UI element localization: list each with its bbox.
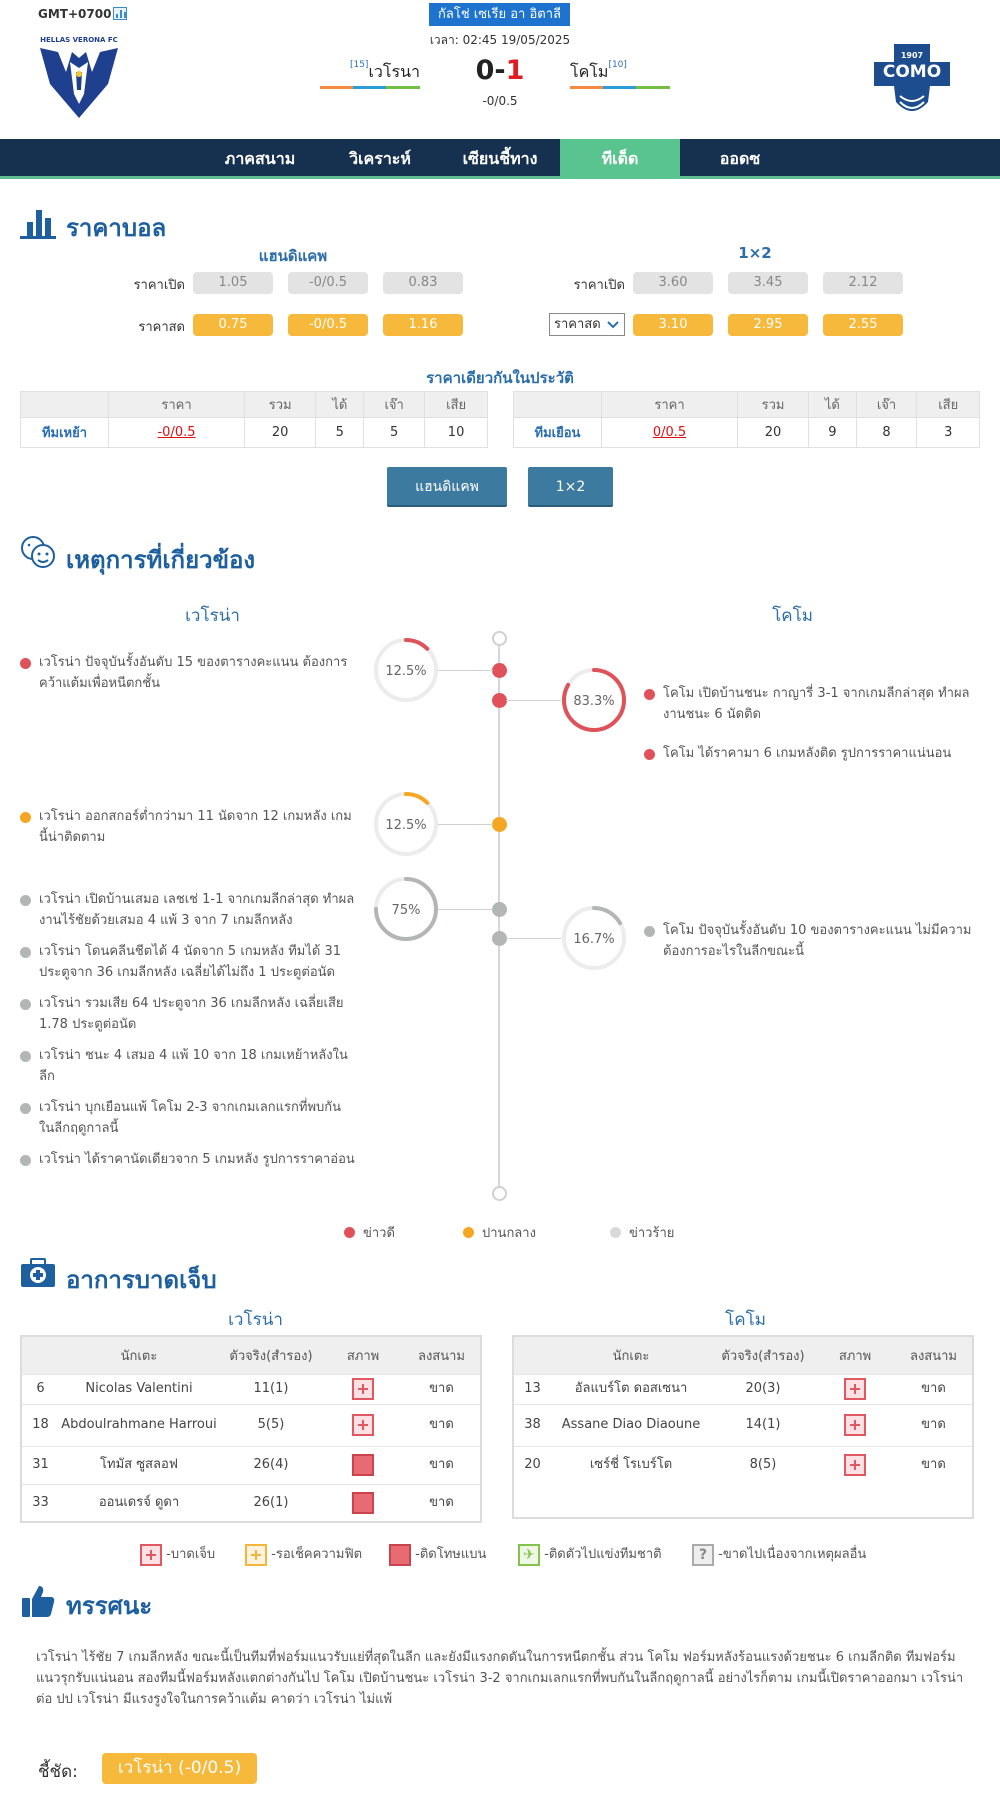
legend-national (518, 1543, 662, 1566)
ring-label: 16.7% (573, 932, 615, 947)
timeline-dot-away-good (492, 693, 507, 708)
injury-col-apps: ตัวจริง(สำรอง) (219, 1336, 323, 1374)
event-text: เวโรน่า ชนะ 4 เสมอ 4 แพ้ 10 จาก 18 เกมเหย้าหลังในลีก (39, 1048, 348, 1084)
injury-col-status: สภาพ (815, 1336, 895, 1374)
player-apps: 14(1) (711, 1404, 815, 1446)
event-text: เวโรน่า ปัจจุบันรั้งอันดับ 15 ของตารางคะแนน ต้องการคว้าแต้มเพื่อหนีตกชั้น (39, 655, 348, 691)
legend-bad-label: ข่าวร้าย (629, 1226, 675, 1241)
connector-line (506, 938, 561, 939)
legend-injured (140, 1543, 215, 1566)
injured-icon (844, 1414, 866, 1436)
player-play: ขาด (403, 1404, 481, 1446)
legend-national-label: -ติดตัวไปแข่งทีมชาติ (544, 1547, 662, 1562)
player-name[interactable]: โทมัส ซูสลอฟ (59, 1446, 219, 1484)
player-play: ขาด (403, 1446, 481, 1484)
handicap-button[interactable]: แฮนดิแคพ (387, 467, 507, 507)
away-injury-table (512, 1335, 974, 1484)
timeline-end (492, 1186, 507, 1201)
away-history-label: ทีมเยือน (514, 418, 602, 448)
verdict-section-title: ทรรศนะ (66, 1592, 153, 1620)
home-history-win: 5 (316, 418, 364, 448)
injuries-section-title: อาการบาดเจ็บ (66, 1266, 217, 1294)
x12-open-away: 2.12 (823, 272, 903, 294)
ring-home-neutral (373, 791, 439, 857)
bad-news-dot (20, 999, 31, 1010)
away-team[interactable] (570, 60, 670, 85)
home-rank: [15] (349, 60, 369, 70)
ring-home-good (373, 637, 439, 703)
event-text: โคโม ได้ราคามา 6 เกมหลังติด รูปการราคาแน่นอน (663, 746, 952, 761)
bad-news-dot (20, 947, 31, 958)
history-col-total: รวม (245, 392, 316, 418)
event-text: เวโรน่า โดนคลีนชีตได้ 4 นัดจาก 5 เกมหลัง ทีมได้ 31 ประตูจาก 36 เกมลีกหลัง เฉลี่ยได้ไม่ถึง 1 ประตูต่อนัด (39, 944, 342, 980)
history-col-empty (21, 392, 109, 418)
event-home-3 (20, 889, 355, 931)
event-text: โคโม ปัจจุบันรั้งอันดับ 10 ของตารางคะแนน ไม่มีความต้องการอะไรในลีกขณะนี้ (663, 923, 972, 959)
away-history-win: 9 (809, 418, 857, 448)
home-team-color-bar (320, 86, 420, 89)
home-history-lose: 10 (425, 418, 488, 448)
faces-icon (20, 535, 56, 569)
connector-line (438, 909, 493, 910)
handicap-title: แฮนดิแคพ (258, 247, 328, 265)
score-separator: - (494, 55, 506, 86)
event-home-4 (20, 941, 355, 983)
table-row (513, 1446, 973, 1484)
timeline-dot-home-neutral (492, 817, 507, 832)
main-nav (0, 139, 1000, 179)
neutral-news-dot (20, 812, 31, 823)
x12-open-draw: 3.45 (728, 272, 808, 294)
good-news-dot (344, 1227, 355, 1238)
table-row (21, 1484, 481, 1522)
league-badge[interactable]: กัลโช่ เซเรีย อา อิตาลี (429, 3, 570, 26)
injury-col-player: นักเตะ (551, 1336, 711, 1374)
event-text: เวโรน่า ได้ราคานัดเดียวจาก 5 เกมหลัง รูปการราคาอ่อน (39, 1152, 355, 1167)
timezone-label: GMT+0700 (38, 7, 112, 21)
away-team-name: โคโม (570, 62, 609, 81)
timeline-dot-home-bad (492, 902, 507, 917)
ring-away-bad (561, 905, 627, 971)
event-home-8 (20, 1149, 355, 1170)
hdp-live-label: ราคาสด (138, 320, 185, 335)
hdp-live-away[interactable]: 1.16 (383, 314, 463, 336)
legend-injured-label: -บาดเจ็บ (166, 1547, 216, 1562)
x12-open-home: 3.60 (633, 272, 713, 294)
injured-icon (352, 1414, 374, 1436)
timeline-line (498, 641, 500, 1193)
player-number: 31 (21, 1446, 59, 1484)
history-col-draw: เจ๊า (364, 392, 425, 418)
history-col-price: ราคา (109, 392, 245, 418)
history-col-price: ราคา (602, 392, 738, 418)
suspended-icon (389, 1544, 411, 1566)
player-apps: 26(4) (219, 1446, 323, 1484)
injured-icon (140, 1544, 162, 1566)
bar-chart-icon (113, 7, 127, 20)
suspended-icon (352, 1454, 374, 1476)
event-text: เวโรน่า ออกสกอร์ต่ำกว่ามา 11 นัดจาก 12 เกมหลัง เกมนี้น่าติดตาม (39, 809, 352, 845)
injured-icon (352, 1378, 374, 1400)
event-home-7 (20, 1097, 355, 1139)
legend-fitness (245, 1543, 362, 1566)
player-number: 38 (513, 1404, 551, 1446)
away-logo-text: COMO (882, 62, 942, 82)
history-col-empty (514, 392, 602, 418)
player-play: ขาด (895, 1374, 973, 1404)
connector-line (438, 670, 493, 671)
home-logo-text: HELLAS VERONA FC (40, 36, 118, 44)
good-news-dot (20, 658, 31, 669)
injured-icon (844, 1378, 866, 1400)
ring-label: 75% (391, 903, 421, 918)
hdp-live-line[interactable]: -0/0.5 (288, 314, 368, 336)
tip-badge[interactable]: เวโรน่า (-0/0.5) (102, 1753, 257, 1784)
verdict-text: เวโรน่า ไร้ชัย 7 เกมลีกหลัง ขณะนี้เป็นทีมที่ฟอร์มแนวรับแย่ที่สุดในลีก และยังมีแรงกดดันในการหนีตกชั้น ส่วน โคโม ฟอร์มหลังร้อนแรงด้วยชนะ 6 เกมลีกติด ทีมฟอร์มแนวรุกรับแน่นอน สองทีมนี้ฟอร์มหลังแตกต่างกันไป โคโม เปิดบ้านชนะ เวโรน่า 3-2 จากเกมเลกแรกที่พบกันในลีกฤดูกาลนี้ อย่างไรก็ตาม เกมนี้เปิดราคาออกมา เวโรน่า ต่อ ปป เวโรน่า มีแรงรูงใจในการคว้าแต้ม คาดว่า เวโรน่า ไม่แพ้ (36, 1650, 964, 1707)
home-history-price-link[interactable]: -0/0.5 (157, 425, 196, 440)
player-number: 18 (21, 1404, 59, 1446)
table-row (21, 418, 488, 448)
away-history-draw: 8 (856, 418, 917, 448)
bar-chart-icon (20, 206, 56, 240)
x12-live-draw[interactable]: 2.95 (728, 314, 808, 336)
player-number: 13 (513, 1374, 551, 1404)
timeline-start (492, 631, 507, 646)
event-away-1 (644, 683, 980, 725)
player-apps: 26(1) (219, 1484, 323, 1522)
injuries-home-name: เวโรน่า (228, 1310, 283, 1330)
tip-label: ชี้ชัด: (38, 1762, 78, 1782)
player-play: ขาด (895, 1446, 973, 1484)
legend-fitness-label: -รอเช็คความฟิต (271, 1547, 363, 1562)
home-injury-table (20, 1335, 482, 1523)
bad-news-dot (20, 1155, 31, 1166)
good-news-dot (644, 689, 655, 700)
away-history-table (513, 391, 980, 448)
legend-other-label: -ขาดไปเนื่องจากเหตุผลอื่น (718, 1547, 867, 1562)
player-apps: 8(5) (711, 1446, 815, 1484)
x12-button[interactable]: 1×2 (528, 467, 613, 507)
ring-label: 12.5% (385, 818, 427, 833)
legend-suspended-label: -ติดโทษแบน (415, 1547, 487, 1562)
bad-news-dot (610, 1227, 621, 1238)
player-play: ขาด (403, 1374, 481, 1404)
bad-news-dot (20, 895, 31, 906)
table-row (21, 1404, 481, 1446)
player-name[interactable]: เซร์ชี่ โรเบร์โต (551, 1446, 711, 1484)
events-section-title: เหตุการที่เกี่ยวข้อง (66, 546, 256, 574)
tab-analysis[interactable]: วิเคราะห์ (349, 149, 411, 168)
home-history-table (20, 391, 488, 448)
player-play: ขาด (895, 1404, 973, 1446)
table-row (21, 1374, 481, 1404)
event-text: เวโรน่า เปิดบ้านเสมอ เลชเช่ 1-1 จากเกมลีกล่าสุด ทำผลงานไร้ชัยด้วยเสมอ 4 แพ้ 3 จาก 7 เกมลีกหลัง (39, 892, 355, 928)
player-apps: 5(5) (219, 1404, 323, 1446)
player-number: 20 (513, 1446, 551, 1484)
away-history-lose: 3 (917, 418, 980, 448)
event-home-2 (20, 806, 355, 848)
history-col-draw: เจ๊า (856, 392, 917, 418)
player-number: 33 (21, 1484, 59, 1522)
away-history-total: 20 (738, 418, 809, 448)
timeline-dot-home-good (492, 663, 507, 678)
good-news-dot (644, 749, 655, 760)
scoreline (450, 55, 550, 86)
history-col-total: รวม (738, 392, 809, 418)
player-name[interactable]: Assane Diao Diaoune (551, 1404, 711, 1446)
injuries-away-name: โคโม (725, 1310, 766, 1330)
question-icon: ? (692, 1544, 714, 1566)
event-home-6 (20, 1045, 355, 1087)
legend-good (344, 1222, 395, 1243)
away-team-color-bar (570, 86, 670, 89)
table-row (513, 1374, 973, 1404)
timeline-dot-away-bad (492, 931, 507, 946)
events-away-name: โคโม (772, 606, 813, 626)
x12-open-label: ราคาเปิด (573, 278, 625, 293)
ring-away-good (561, 667, 627, 733)
player-name[interactable]: อัลแบร์โต ดอสเซนา (551, 1374, 711, 1404)
legend-good-label: ข่าวดี (363, 1226, 395, 1241)
thumbs-up-icon (20, 1583, 56, 1619)
player-name[interactable]: Nicolas Valentini (59, 1374, 219, 1404)
table-row (21, 1446, 481, 1484)
home-history-label: ทีมเหย้า (21, 418, 109, 448)
event-text: โคโม เปิดบ้านชนะ กาญารี่ 3-1 จากเกมลีกล่าสุด ทำผลงานชนะ 6 นัดติด (663, 686, 970, 722)
kickoff-time: เวลา: 02:45 19/05/2025 (429, 33, 571, 47)
history-col-win: ได้ (316, 392, 364, 418)
events-home-name: เวโรน่า (185, 606, 240, 626)
hdp-live-home[interactable]: 0.75 (193, 314, 273, 336)
x12-live-home[interactable]: 3.10 (633, 314, 713, 336)
home-team-name: เวโรนา (368, 62, 420, 81)
history-col-lose: เสีย (425, 392, 488, 418)
match-handicap: -0/0.5 (482, 94, 518, 108)
legend-other (692, 1543, 866, 1566)
x12-live-away[interactable]: 2.55 (823, 314, 903, 336)
injury-col-status: สภาพ (323, 1336, 403, 1374)
legend-bad (610, 1222, 674, 1243)
airplane-icon: ✈ (518, 1544, 540, 1566)
tab-field[interactable]: ภาคสนาม (224, 149, 296, 168)
event-text: เวโรน่า บุกเยือนแพ้ โคโม 2-3 จากเกมเลกแรกที่พบกันในลีกฤดูกาลนี้ (39, 1100, 342, 1136)
history-col-win: ได้ (809, 392, 857, 418)
injury-col-play: ลงสนาม (895, 1336, 973, 1374)
hdp-open-label: ราคาเปิด (133, 278, 185, 293)
injured-icon (844, 1454, 866, 1476)
verona-crest-icon (36, 44, 122, 120)
home-team[interactable] (320, 60, 420, 85)
table-row (514, 418, 980, 448)
injury-col-play: ลงสนาม (403, 1336, 481, 1374)
event-away-3 (644, 920, 980, 962)
player-name[interactable]: ออนเดรจ์ ดูดา (59, 1484, 219, 1522)
odds-section-title: ราคาบอล (66, 214, 167, 242)
legend-neutral-label: ปานกลาง (482, 1226, 536, 1241)
suspended-icon (352, 1492, 374, 1514)
ring-label: 12.5% (385, 664, 427, 679)
away-logo-year: 1907 (900, 51, 924, 60)
ring-label: 83.3% (573, 694, 615, 709)
odds-type-select[interactable] (549, 313, 625, 336)
history-title: ราคาเดียวกันในประวัติ (426, 369, 574, 387)
injury-col-player: นักเตะ (59, 1336, 219, 1374)
timezone-selector[interactable] (38, 7, 127, 21)
home-history-total: 20 (245, 418, 316, 448)
bad-news-dot (20, 1103, 31, 1114)
away-rank: [10] (608, 60, 627, 70)
hdp-open-away: 0.83 (383, 272, 463, 294)
away-team-logo[interactable] (870, 40, 954, 122)
medical-kit-icon (20, 1258, 56, 1288)
fitness-check-icon (245, 1544, 267, 1566)
table-row (513, 1404, 973, 1446)
player-play: ขาด (403, 1484, 481, 1522)
odds-type-value: ราคาสด (554, 317, 601, 332)
event-home-1 (20, 652, 355, 694)
history-col-lose: เสีย (917, 392, 980, 418)
home-history-draw: 5 (364, 418, 425, 448)
event-text: เวโรน่า รวมเสีย 64 ประตูจาก 36 เกมลีกหลัง เฉลี่ยเสีย 1.78 ประตูต่อนัด (39, 996, 344, 1032)
hdp-open-home: 1.05 (193, 272, 273, 294)
bad-news-dot (644, 926, 655, 937)
neutral-news-dot (463, 1227, 474, 1238)
chevron-down-icon (606, 317, 620, 331)
player-number: 6 (21, 1374, 59, 1404)
ring-home-bad (373, 876, 439, 942)
connector-line (506, 700, 561, 701)
hdp-open-line: -0/0.5 (288, 272, 368, 294)
injury-col-no (21, 1336, 59, 1374)
tab-odds[interactable]: ออดซ (719, 149, 761, 168)
x12-title: 1×2 (738, 244, 772, 262)
legend-suspended (389, 1543, 486, 1566)
tab-expert[interactable]: เซียนชี้ทาง (462, 149, 538, 168)
player-apps: 20(3) (711, 1374, 815, 1404)
away-score: 1 (505, 55, 525, 86)
tab-tips[interactable]: ทีเด็ด (560, 139, 680, 179)
bad-news-dot (20, 1051, 31, 1062)
injury-col-no (513, 1336, 551, 1374)
legend-neutral (463, 1222, 536, 1243)
event-home-5 (20, 993, 355, 1035)
injury-col-apps: ตัวจริง(สำรอง) (711, 1336, 815, 1374)
away-history-price-link[interactable]: 0/0.5 (652, 425, 687, 440)
connector-line (438, 824, 493, 825)
home-score: 0 (475, 55, 495, 86)
event-away-2 (644, 743, 980, 764)
player-name[interactable]: Abdoulrahmane Harroui (59, 1404, 219, 1446)
home-team-logo[interactable] (36, 36, 122, 122)
player-apps: 11(1) (219, 1374, 323, 1404)
